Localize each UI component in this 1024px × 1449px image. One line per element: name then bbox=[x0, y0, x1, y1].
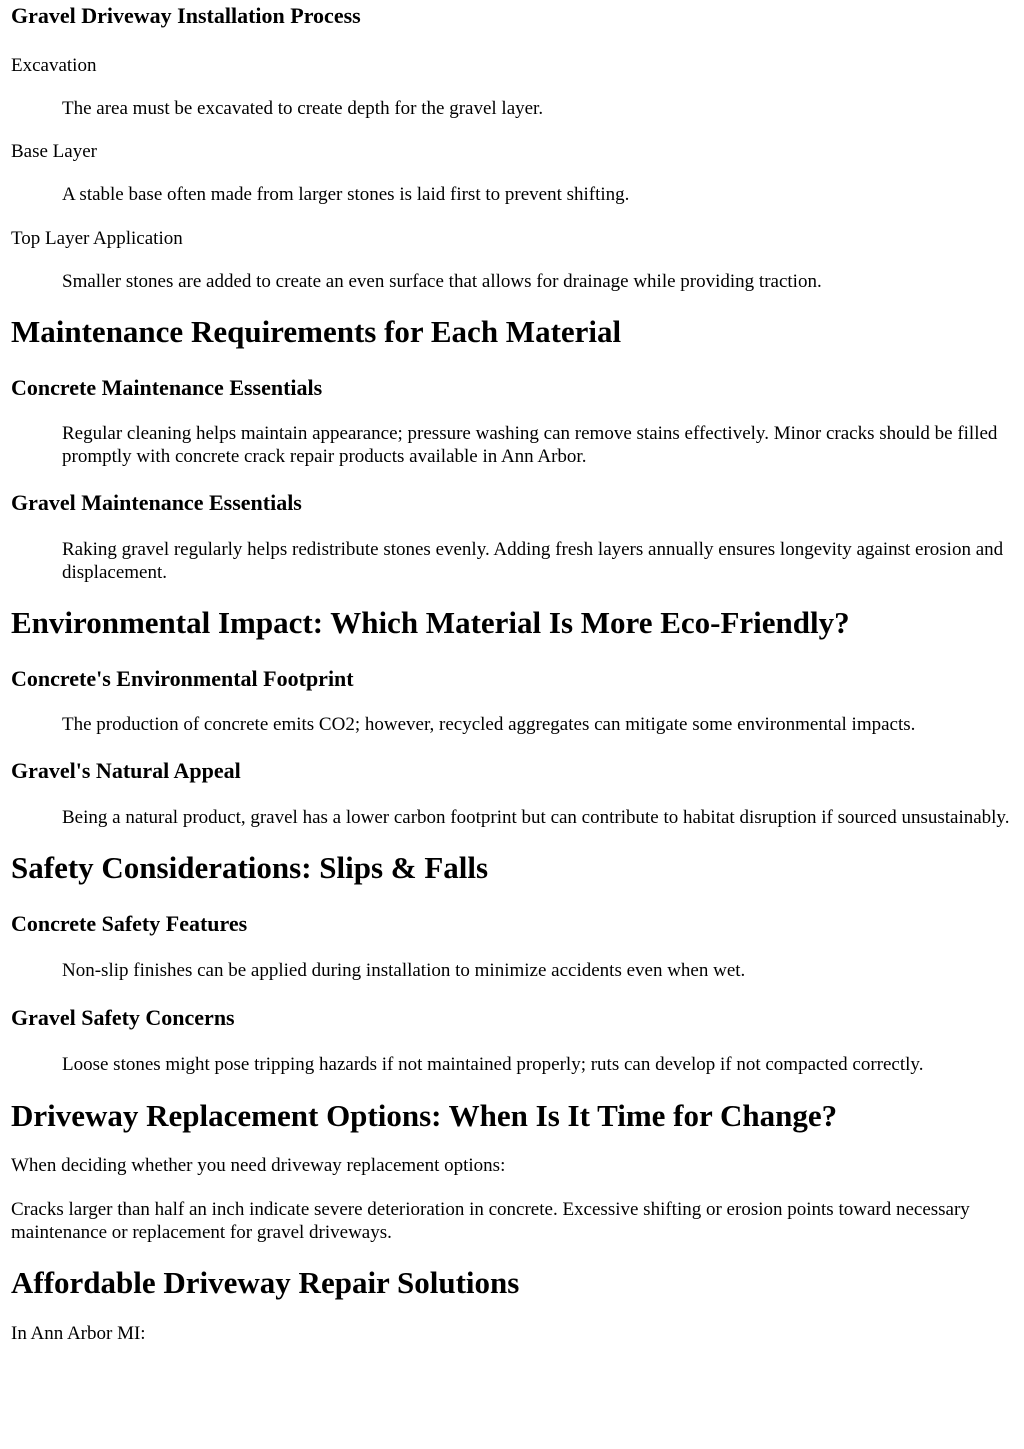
install-step-term: Base Layer bbox=[11, 141, 97, 163]
install-heading: Gravel Driveway Installation Process bbox=[11, 3, 361, 28]
environment-heading: Environmental Impact: Which Material Is More Eco-Friendly? bbox=[11, 605, 850, 641]
concrete-maintenance-text: Regular cleaning helps maintain appearance; pressure washing can remove stains effectively. Minor cracks should be filled promptly with concrete crack repair products available in Ann Arbor. bbox=[62, 422, 998, 467]
gravel-safety-heading: Gravel Safety Concerns bbox=[11, 1004, 235, 1030]
replacement-text: Cracks larger than half an inch indicate severe deterioration in concrete. Excessive shifting or erosion points toward necessary maintenance or replacement for gravel driveways. bbox=[11, 1198, 970, 1243]
concrete-maintenance-heading: Concrete Maintenance Essentials bbox=[11, 374, 323, 400]
repair-heading: Affordable Driveway Repair Solutions bbox=[11, 1264, 520, 1300]
article bbox=[0, 3, 1024, 1345]
install-step-desc: A stable base often made from larger stones is laid first to prevent shifting. bbox=[62, 184, 630, 206]
maintenance-heading: Maintenance Requirements for Each Material bbox=[11, 313, 622, 349]
gravel-maintenance-text: Raking gravel regularly helps redistribute stones evenly. Adding fresh layers annually ensures longevity against erosion and displacement. bbox=[62, 538, 1004, 583]
repair-intro: In Ann Arbor MI: bbox=[11, 1322, 146, 1344]
install-step-desc: Smaller stones are added to create an even surface that allows for drainage while providing traction. bbox=[62, 270, 822, 292]
replacement-heading: Driveway Replacement Options: When Is It Time for Change? bbox=[11, 1097, 838, 1133]
install-steps bbox=[11, 54, 1013, 293]
gravel-safety-text: Loose stones might pose tripping hazards if not maintained properly; ruts can develop if not compacted correctly. bbox=[62, 1054, 924, 1076]
concrete-environment-text: The production of concrete emits CO2; however, recycled aggregates can mitigate some environmental impacts. bbox=[62, 713, 916, 735]
gravel-environment-text: Being a natural product, gravel has a lower carbon footprint but can contribute to habitat disruption if sourced unsustainably. bbox=[62, 806, 1010, 828]
concrete-safety-heading: Concrete Safety Features bbox=[11, 910, 248, 936]
install-step-desc: The area must be excavated to create depth for the gravel layer. bbox=[62, 98, 544, 119]
concrete-environment-heading: Concrete's Environmental Footprint bbox=[11, 665, 354, 691]
concrete-safety-text: Non-slip finishes can be applied during installation to minimize accidents even when wet. bbox=[62, 960, 746, 982]
gravel-maintenance-heading: Gravel Maintenance Essentials bbox=[11, 489, 302, 515]
gravel-environment-heading: Gravel's Natural Appeal bbox=[11, 757, 241, 783]
install-step-term: Excavation bbox=[11, 54, 97, 76]
replacement-intro: When deciding whether you need driveway replacement options: bbox=[11, 1155, 506, 1177]
safety-heading: Safety Considerations: Slips & Falls bbox=[11, 849, 489, 885]
install-step-term: Top Layer Application bbox=[11, 227, 183, 249]
